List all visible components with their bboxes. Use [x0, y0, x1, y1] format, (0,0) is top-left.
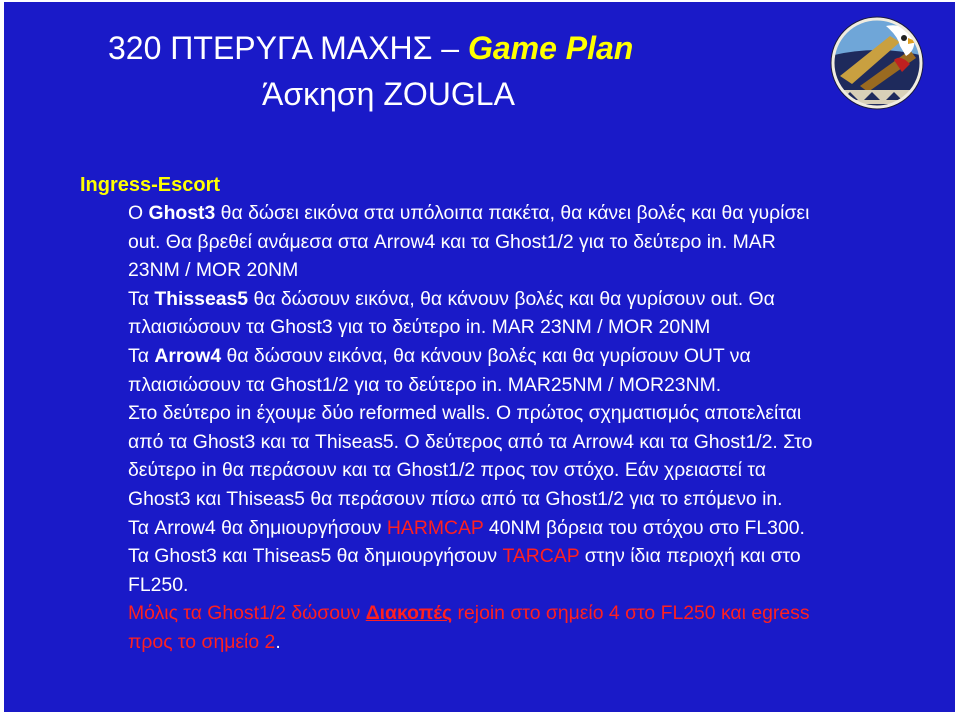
page-title — [108, 30, 633, 67]
text-line: Ο Ghost3 θα δώσει εικόνα στα υπόλοιπα πακέτα, θα κάνει βολές και θα γυρίσει — [128, 202, 810, 224]
text-line: out. Θα βρεθεί ανάμεσα στα Arrow4 και τα Ghost1/2 για το δεύτερο in. MAR — [128, 230, 776, 253]
title-game-plan: Game Plan — [467, 30, 634, 66]
tarcap-label: TARCAP — [502, 545, 580, 568]
body-text — [128, 199, 928, 657]
text-line: Μόλις τα Ghost1/2 δώσουν Διακοπές rejoin στο σημείο 4 στο FL250 και egress — [128, 602, 810, 625]
title-prefix: 320 ΠΤΕΡΥΓΑ ΜΑΧΗΣ – — [108, 30, 468, 66]
text-line: Τα Thisseas5 θα δώσουν εικόνα, θα κάνουν βολές και θα γυρίσουν out. Θα — [128, 287, 775, 310]
text-line: από τα Ghost3 και τα Thiseas5. Ο δεύτερος από τα Arrow4 και τα Ghost1/2. Στο — [128, 430, 813, 453]
text-line: 23NM / MOR 20NM — [128, 259, 299, 282]
slide — [4, 2, 955, 712]
text-line: προς το σημείο 2. — [128, 630, 281, 653]
text-line: Τα Arrow4 θα δώσουν εικόνα, θα κάνουν βολές και θα γυρίσουν OUT να — [128, 344, 751, 367]
page-subtitle: Άσκηση ZOUGLA — [262, 76, 515, 112]
text-line: Τα Arrow4 θα δημιουργήσουν HARMCAP 40NM βόρεια του στόχου στο FL300. — [128, 516, 805, 539]
text-line: Στο δεύτερο in έχουμε δύο reformed walls. Ο πρώτος σχηματισμός αποτελείται — [128, 402, 802, 425]
section-heading: Ingress-Escort — [80, 174, 221, 196]
text-line: πλαισιώσουν τα Ghost1/2 για το δεύτερο in. MAR25NM / MOR23NM. — [128, 373, 722, 396]
diakopes-label: Διακοπές — [365, 602, 453, 625]
text-line: δεύτερο in θα περάσουν και τα Ghost1/2 προς τον στόχο. Εάν χρειαστεί τα — [128, 459, 766, 482]
squadron-emblem-icon — [830, 16, 924, 114]
text-line: FL250. — [128, 573, 189, 596]
text-line: πλαισιώσουν τα Ghost3 για το δεύτερο in. MAR 23NM / MOR 20NM — [128, 316, 711, 339]
text-line: Τα Ghost3 και Thiseas5 θα δημιουργήσουν TARCAP στην ίδια περιοχή και στο — [128, 545, 801, 568]
harmcap-label: HARMCAP — [386, 516, 484, 539]
text-line: Ghost3 και Thiseas5 θα περάσουν πίσω από τα Ghost1/2 για το επόμενο in. — [128, 487, 783, 510]
